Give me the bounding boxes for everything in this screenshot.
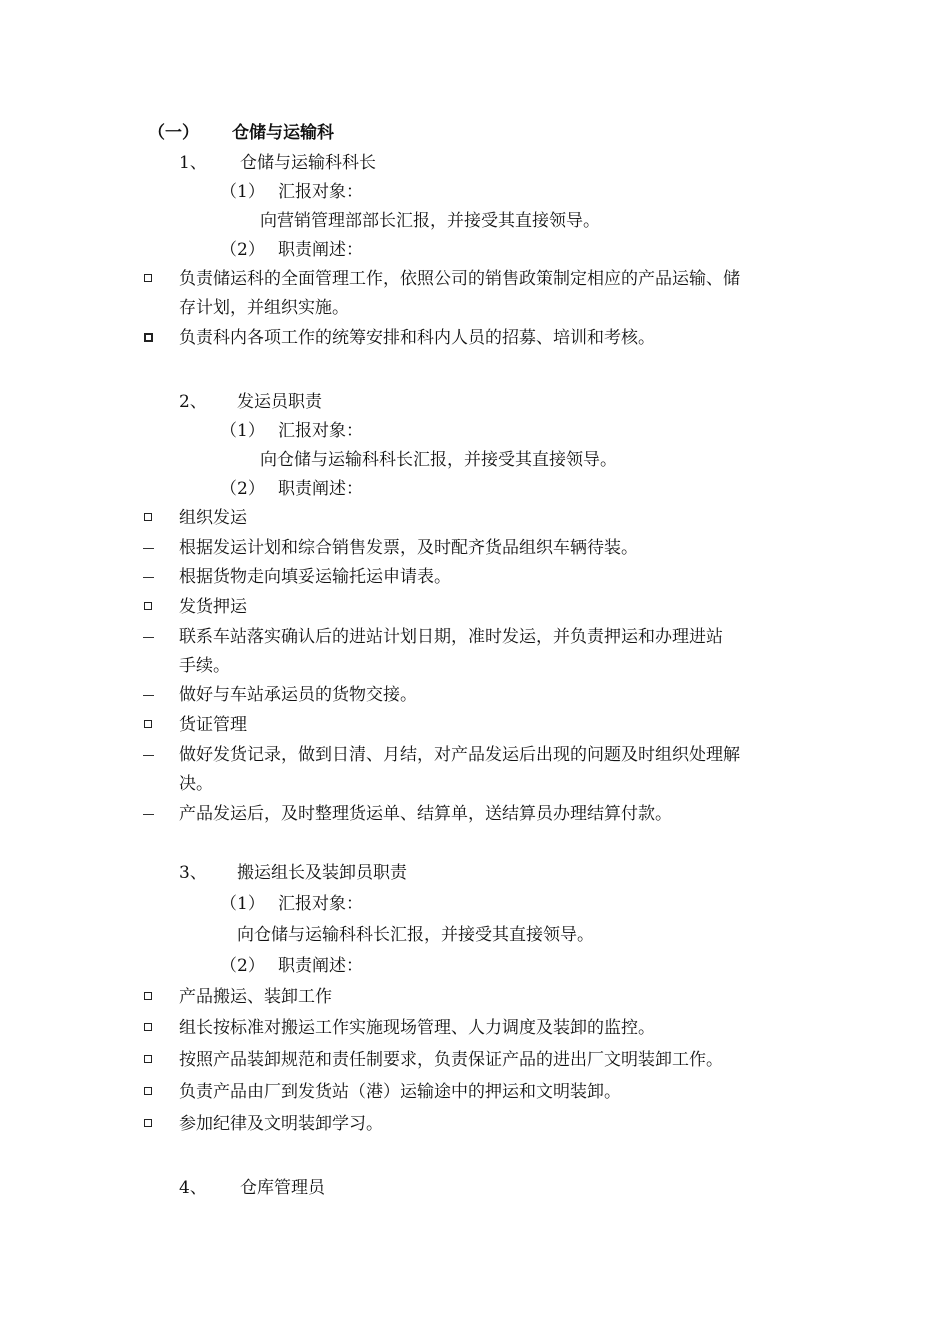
report-title: 汇报对象：: [278, 894, 363, 914]
duty-title: 职责阐述：: [278, 956, 363, 976]
report-title: 汇报对象：: [278, 182, 363, 202]
duty-title: 职责阐述：: [278, 479, 363, 499]
report-text: 向仓储与运输科科长汇报，并接受其直接领导。: [237, 925, 594, 945]
list-item: 做好与车站承运员的货物交接。: [179, 685, 417, 705]
part-title: 发运员职责: [237, 392, 322, 412]
duty-label: （2）: [220, 479, 265, 499]
dash-bullet-icon: [143, 577, 154, 578]
report-label: （1）: [220, 894, 265, 914]
dash-bullet-icon: [143, 814, 154, 815]
dash-bullet-icon: [143, 695, 154, 696]
report-text: 向营销管理部部长汇报，并接受其直接领导。: [260, 211, 600, 231]
part-number: 4、: [179, 1178, 207, 1198]
duty-title: 职责阐述：: [278, 240, 363, 260]
square-bullet-icon: [144, 1087, 152, 1095]
report-text: 向仓储与运输科科长汇报，并接受其直接领导。: [260, 450, 617, 470]
list-item: 组织发运: [179, 508, 247, 528]
list-item: 产品搬运、装卸工作: [179, 987, 332, 1007]
list-item-continuation: 手续。: [179, 656, 230, 676]
report-label: （1）: [220, 421, 265, 441]
dash-bullet-icon: [143, 548, 154, 549]
square-bullet-icon: [144, 602, 152, 610]
list-item: 按照产品装卸规范和责任制要求，负责保证产品的进出厂文明装卸工作。: [179, 1050, 723, 1070]
square-bullet-icon: [144, 1023, 152, 1031]
duty-label: （2）: [220, 240, 265, 260]
list-item-continuation: 决。: [179, 774, 213, 794]
report-label: （1）: [220, 182, 265, 202]
part-title: 搬运组长及装卸员职责: [237, 863, 407, 883]
list-item: 负责储运科的全面管理工作，依照公司的销售政策制定相应的产品运输、储: [179, 269, 740, 289]
square-bullet-icon: [144, 992, 152, 1000]
list-item: 组长按标准对搬运工作实施现场管理、人力调度及装卸的监控。: [179, 1018, 655, 1038]
list-item: 产品发运后，及时整理货运单、结算单，送结算员办理结算付款。: [179, 804, 672, 824]
square-bullet-icon: [144, 1055, 152, 1063]
list-item: 联系车站落实确认后的进站计划日期，准时发运，并负责押运和办理进站: [179, 627, 723, 647]
section-title: 仓储与运输科: [232, 123, 334, 143]
list-item: 做好发货记录，做到日清、月结，对产品发运后出现的问题及时组织处理解: [179, 745, 740, 765]
part-number: 2、: [179, 392, 207, 412]
square-bullet-icon: [144, 333, 153, 342]
square-bullet-icon: [144, 1119, 152, 1127]
dash-bullet-icon: [143, 755, 154, 756]
square-bullet-icon: [144, 720, 152, 728]
list-item: 根据货物走向填妥运输托运申请表。: [179, 567, 451, 587]
list-item: 发货押运: [179, 597, 247, 617]
list-item: 负责科内各项工作的统筹安排和科内人员的招募、培训和考核。: [179, 328, 655, 348]
dash-bullet-icon: [143, 637, 154, 638]
list-item: 负责产品由厂到发货站（港）运输途中的押运和文明装卸。: [179, 1082, 621, 1102]
square-bullet-icon: [144, 513, 152, 521]
list-item-continuation: 存计划，并组织实施。: [179, 298, 349, 318]
part-number: 3、: [179, 863, 207, 883]
part-number: 1、: [179, 153, 207, 173]
square-bullet-icon: [144, 274, 152, 282]
duty-label: （2）: [220, 956, 265, 976]
part-title: 仓库管理员: [240, 1178, 325, 1198]
list-item: 货证管理: [179, 715, 247, 735]
report-title: 汇报对象：: [278, 421, 363, 441]
section-number: （一）: [148, 123, 199, 143]
list-item: 参加纪律及文明装卸学习。: [179, 1114, 383, 1134]
list-item: 根据发运计划和综合销售发票，及时配齐货品组织车辆待装。: [179, 538, 638, 558]
part-title: 仓储与运输科科长: [240, 153, 376, 173]
